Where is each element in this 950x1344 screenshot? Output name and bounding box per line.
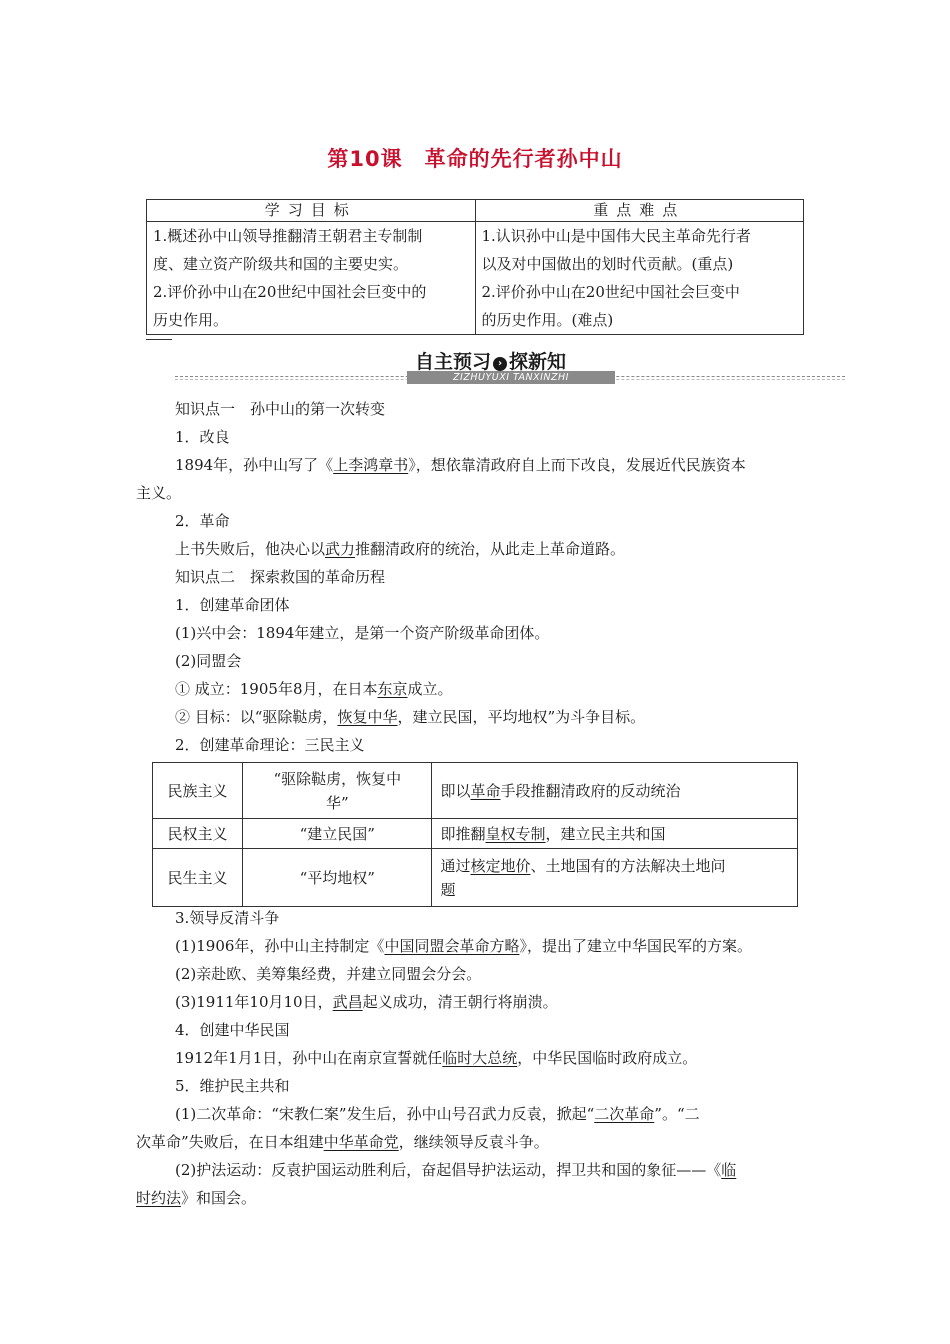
goal-line: 1.认识孙中山是中国伟大民主革命先行者 [481,227,751,245]
item-title: 1．创建革命团体 [175,596,290,614]
principle-desc [432,763,798,819]
item-title: 2．革命 [175,512,230,530]
principle-name: 民族主义 [153,763,243,819]
text: ① 成立：1905年8月，在日本 [175,680,378,698]
item-title: 1．改良 [175,428,230,446]
text: 手段推翻清政府的反动统治 [500,781,681,800]
answer-blank: 中华革命党 [323,1133,399,1151]
paragraph-line [175,936,752,956]
table-row [153,849,798,907]
section-heading: 知识点二 探索救国的革命历程 [175,568,386,586]
goal-line: 2.评价孙中山在20世纪中国社会巨变中的 [153,283,427,301]
text: 》，想依靠清政府自上而下改良，发展近代民族资本 [408,456,746,474]
paragraph-line [175,1048,697,1068]
paragraph-line: 主义。 [136,484,182,502]
item-title: 4．创建中华民国 [175,1021,290,1039]
text: ，建立民主共和国 [545,824,666,843]
table-row [153,763,798,819]
text: 》和国会。 [181,1189,257,1207]
paragraph-line: (2)亲赴欧、美筹集经费，并建立同盟会分会。 [175,965,482,983]
answer-blank: 革命 [470,781,501,800]
answer-blank: 东京 [377,680,408,698]
goals-learning-cell [147,222,476,335]
paragraph-line: (2)同盟会 [175,652,242,670]
text: 华” [325,793,349,812]
answer-blank: 临时大总统 [442,1049,518,1067]
principle-slogan [243,763,432,819]
answer-blank: 时约法 [136,1189,182,1207]
section-heading: 知识点一 孙中山的第一次转变 [175,400,386,418]
text: 》，提出了建立中华国民军的方案。 [519,937,752,955]
text: ，继续领导反袁斗争。 [398,1133,549,1151]
goals-header-learning: 学习目标 [147,200,476,222]
lesson-name: 革命的先行者孙中山 [424,147,623,171]
banner-heading [415,347,566,374]
text: 成立。 [407,680,453,698]
paragraph-line [175,1104,700,1124]
text: (1)二次革命：“宋教仁案”发生后，孙中山号召武力反袁，掀起“ [175,1105,595,1123]
text: (3)1911年10月10日， [175,993,333,1011]
text: (2)护法运动：反袁护国运动胜利后，奋起倡导护法运动，捍卫共和国的象征——《 [175,1161,722,1179]
text: ”。“二 [654,1105,700,1123]
text: 起义成功，清王朝行将崩溃。 [362,993,558,1011]
answer-blank: 皇权专制 [485,824,546,843]
text: ② 目标：以“驱除鞑虏， [175,708,338,726]
goals-header-key: 重点难点 [475,200,804,222]
banner-pinyin: ZIZHUYUXI TANXINZHI [407,371,615,384]
answer-blank: 武力 [325,540,356,558]
goals-table [146,199,804,335]
banner-text-a: 自主预习 [415,351,492,373]
goals-key-cell [475,222,804,335]
goal-line: 的历史作用。(难点) [481,311,614,329]
answer-blank: 恢复中华 [337,708,398,726]
text: “驱除鞑虏，恢复中 [273,769,402,788]
paragraph-line [175,707,645,727]
text: 即以 [440,781,471,800]
answer-blank: 武昌 [332,993,363,1011]
paragraph-line [175,992,558,1012]
principle-slogan: “平均地权” [243,849,432,907]
goal-line: 度、建立资产阶级共和国的主要史实。 [153,255,409,273]
lesson-number: 第10课 [327,147,403,171]
text: 题 [440,880,456,899]
text: ，中华民国临时政府成立。 [517,1049,698,1067]
answer-blank: 临 [721,1161,737,1179]
principle-slogan: “建立民国” [243,819,432,849]
goal-line: 以及对中国做出的划时代贡献。(重点) [481,255,734,273]
text: (1)1906年，孙中山主持制定《 [175,937,385,955]
paragraph-line [175,455,746,475]
text: 次革命”失败后，在日本组建 [136,1133,324,1151]
text: 、土地国有的方法解决土地问 [530,856,726,875]
arrow-icon: › [493,357,507,371]
principle-name: 民生主义 [153,849,243,907]
paragraph-line [175,539,625,559]
answer-blank: 上李鸿章书 [333,456,409,474]
section-banner [175,345,845,387]
item-title: 5．维护民主共和 [175,1077,290,1095]
item-title: 3.领导反清斗争 [175,909,280,927]
paragraph-line [136,1188,256,1208]
text: 通过 [440,856,471,875]
principle-name: 民权主义 [153,819,243,849]
paragraph-line [175,1160,736,1180]
text: 推翻清政府的统治，从此走上革命道路。 [355,540,626,558]
answer-blank: 核定地价 [470,856,531,875]
text: 上书失败后，他决心以 [175,540,326,558]
text: 即推翻 [440,824,486,843]
principle-desc [432,819,798,849]
banner-text-b: 探新知 [509,351,567,373]
paragraph-line [175,679,453,699]
three-principles-table [152,762,798,907]
paragraph-line [136,1132,549,1152]
text: 1912年1月1日，孙中山在南京宣誓就任 [175,1049,443,1067]
text: ，建立民国，平均地权”为斗争目标。 [397,708,646,726]
lesson-title [0,143,950,173]
table-divider [146,339,172,340]
item-title: 2．创建革命理论：三民主义 [175,736,365,754]
text: 1894年，孙中山写了《 [175,456,334,474]
goal-line: 历史作用。 [153,311,229,329]
paragraph-line: (1)兴中会：1894年建立，是第一个资产阶级革命团体。 [175,624,550,642]
answer-blank: 中国同盟会革命方略 [384,937,520,955]
goal-line: 2.评价孙中山在20世纪中国社会巨变中 [481,283,740,301]
principle-desc [432,849,798,907]
answer-blank: 二次革命 [594,1105,655,1123]
goal-line: 1.概述孙中山领导推翻清王朝君主专制制 [153,227,423,245]
table-row [153,819,798,849]
